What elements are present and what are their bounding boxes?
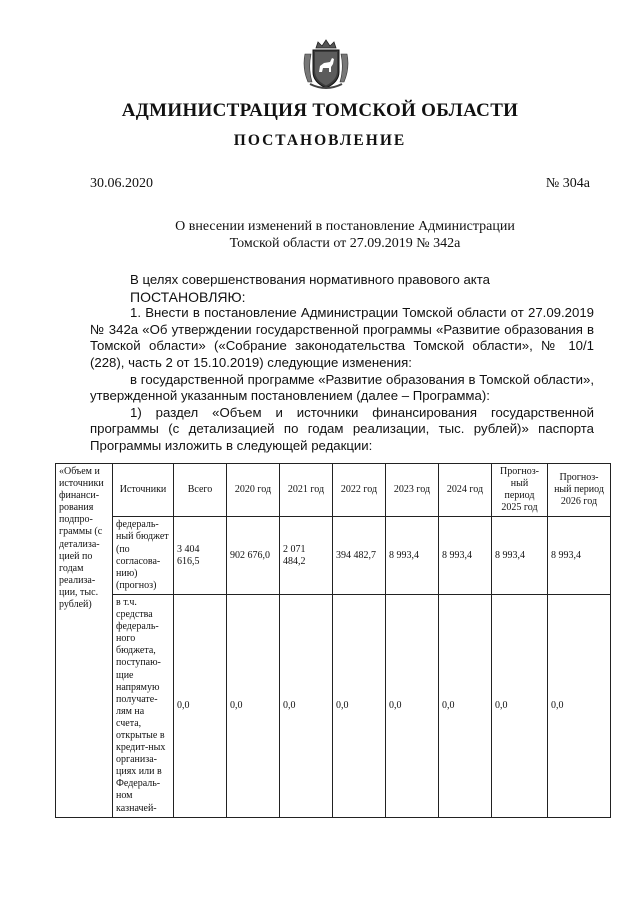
table-header-row (56, 464, 611, 517)
body-paragraph-intro: В целях совершенствования нормативного правового акта (130, 272, 490, 287)
subject-line-2: Томской области от 27.09.2019 № 342а (229, 236, 461, 251)
header-2026: Прогноз-ный период 2026 год (548, 464, 611, 517)
body-paragraph-1: 1. Внести в постановление Администрации Томской области от 27.09.2019 № 342а «Об утверждении государственной программы «Развитие образования в Томской области» («Собрание законодательства Томской области», № 10/1 (228), часть 2 от 15.10.2019) следующие изменения: (90, 305, 594, 370)
header-2020: 2020 год (227, 464, 280, 517)
table-side-label: «Объем и источники финанси-рования подпро-граммы (с детализа-цией по годам реализа-ции, тыс. рублей) (56, 464, 113, 818)
document-date: 30.06.2020 (90, 176, 153, 191)
row-source: федераль-ный бюджет (по согласова-нию) (прогноз) (113, 517, 174, 595)
decree-word: ПОСТАНОВЛЯЮ: (130, 288, 246, 305)
cell-2024: 8 993,4 (439, 517, 492, 595)
cell-2022: 0,0 (333, 594, 386, 817)
cell-2025: 0,0 (492, 594, 548, 817)
cell-total: 3 404 616,5 (174, 517, 227, 595)
header-2021: 2021 год (280, 464, 333, 517)
cell-2021: 0,0 (280, 594, 333, 817)
header-2025: Прогноз-ный период 2025 год (492, 464, 548, 517)
table-row (56, 517, 611, 595)
subject-line-1: О внесении изменений в постановление Администрации (175, 219, 515, 234)
body-paragraph-3: 1) раздел «Объем и источники финансирования государственной программы (с детализацией по годам реализации, тыс. рублей)» паспорта Программы изложить в следующей редакции: (90, 404, 594, 453)
cell-2023: 0,0 (386, 594, 439, 817)
row-source: в т.ч. средства федераль-ного бюджета, поступаю-щие напрямую получате-лям на счета, открытые в кредит-ных организа-циях или в Федераль-ном казначей- (113, 594, 174, 817)
cell-2024: 0,0 (439, 594, 492, 817)
cell-2026: 8 993,4 (548, 517, 611, 595)
body-paragraph-2: в государственной программе «Развитие образования в Томской области», утвержденной указанным постановлением (далее – Программа): (90, 371, 594, 404)
financing-table (55, 463, 611, 818)
cell-2026: 0,0 (548, 594, 611, 817)
table-row (56, 594, 611, 817)
document-number: № 304а (545, 176, 590, 191)
cell-2020: 0,0 (227, 594, 280, 817)
header-2024: 2024 год (439, 464, 492, 517)
cell-2022: 394 482,7 (333, 517, 386, 595)
cell-2020: 902 676,0 (227, 517, 280, 595)
header-total: Всего (174, 464, 227, 517)
cell-2023: 8 993,4 (386, 517, 439, 595)
tomsk-oblast-coat-of-arms-icon (302, 38, 350, 92)
cell-2021: 2 071 484,2 (280, 517, 333, 595)
cell-2025: 8 993,4 (492, 517, 548, 595)
header-sources: Источники (113, 464, 174, 517)
header-2023: 2023 год (386, 464, 439, 517)
document-type: ПОСТАНОВЛЕНИЕ (233, 132, 407, 149)
header-2022: 2022 год (333, 464, 386, 517)
cell-total: 0,0 (174, 594, 227, 817)
document-body (90, 272, 594, 455)
document-subject (150, 218, 540, 252)
organization-title: АДМИНИСТРАЦИЯ ТОМСКОЙ ОБЛАСТИ (121, 100, 519, 121)
